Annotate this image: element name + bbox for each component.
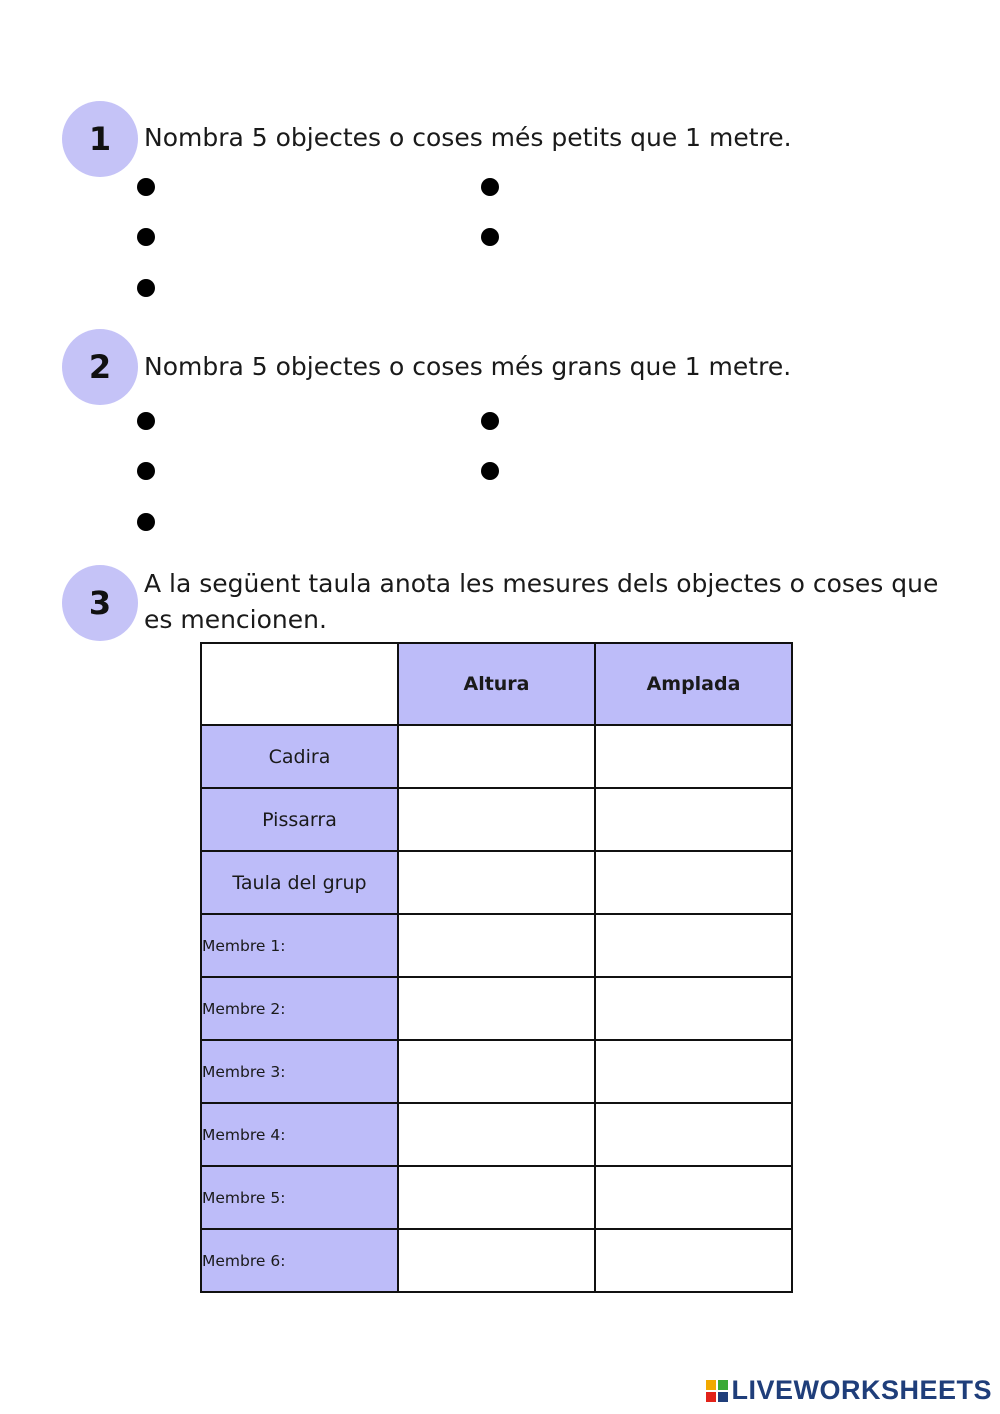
liveworksheets-logo-icon <box>706 1380 728 1402</box>
logo-square <box>718 1380 728 1390</box>
row-label: Membre 1: <box>201 914 398 977</box>
altura-input-cell[interactable] <box>398 725 595 788</box>
answer-bullet <box>137 513 155 531</box>
row-label: Membre 6: <box>201 1229 398 1292</box>
answer-bullet <box>481 228 499 246</box>
answer-bullet <box>137 178 155 196</box>
altura-input-cell[interactable] <box>398 1166 595 1229</box>
table-corner-cell <box>201 643 398 725</box>
altura-input-cell[interactable] <box>398 1040 595 1103</box>
column-header-amplada: Amplada <box>595 643 792 725</box>
amplada-input-cell[interactable] <box>595 914 792 977</box>
answer-bullet <box>481 412 499 430</box>
question-1-text: Nombra 5 objectes o coses més petits que 1 metre. <box>144 123 792 152</box>
amplada-input-cell[interactable] <box>595 851 792 914</box>
amplada-input-cell[interactable] <box>595 977 792 1040</box>
table-row <box>201 1166 792 1229</box>
logo-square <box>706 1380 716 1390</box>
row-label: Pissarra <box>201 788 398 851</box>
answer-bullet <box>137 462 155 480</box>
answer-bullet <box>137 228 155 246</box>
row-label: Taula del grup <box>201 851 398 914</box>
table-row <box>201 851 792 914</box>
table-row <box>201 977 792 1040</box>
row-label: Membre 4: <box>201 1103 398 1166</box>
altura-input-cell[interactable] <box>398 977 595 1040</box>
amplada-input-cell[interactable] <box>595 1103 792 1166</box>
amplada-input-cell[interactable] <box>595 788 792 851</box>
row-label: Membre 2: <box>201 977 398 1040</box>
question-number-badge-2: 2 <box>62 329 138 405</box>
row-label: Membre 5: <box>201 1166 398 1229</box>
table-header-row <box>201 643 792 725</box>
answer-bullet <box>481 178 499 196</box>
amplada-input-cell[interactable] <box>595 1166 792 1229</box>
logo-square <box>706 1392 716 1402</box>
table-row <box>201 1040 792 1103</box>
liveworksheets-logo <box>706 1375 992 1406</box>
table-row <box>201 788 792 851</box>
answer-bullet <box>481 462 499 480</box>
question-number-badge-1: 1 <box>62 101 138 177</box>
logo-square <box>718 1392 728 1402</box>
table-row <box>201 914 792 977</box>
table-row <box>201 1229 792 1292</box>
row-label: Membre 3: <box>201 1040 398 1103</box>
amplada-input-cell[interactable] <box>595 1229 792 1292</box>
altura-input-cell[interactable] <box>398 1103 595 1166</box>
question-3-text <box>144 566 938 638</box>
logo-text: LIVEWORKSHEETS <box>731 1375 992 1405</box>
table-row <box>201 1103 792 1166</box>
row-label: Cadira <box>201 725 398 788</box>
question-3-text-line-2: es mencionen. <box>144 605 327 634</box>
amplada-input-cell[interactable] <box>595 725 792 788</box>
altura-input-cell[interactable] <box>398 1229 595 1292</box>
altura-input-cell[interactable] <box>398 914 595 977</box>
answer-bullet <box>137 279 155 297</box>
question-3-text-line-1: A la següent taula anota les mesures dels objectes o coses que <box>144 569 939 598</box>
column-header-altura: Altura <box>398 643 595 725</box>
amplada-input-cell[interactable] <box>595 1040 792 1103</box>
altura-input-cell[interactable] <box>398 851 595 914</box>
altura-input-cell[interactable] <box>398 788 595 851</box>
table-row <box>201 725 792 788</box>
question-2-text: Nombra 5 objectes o coses més grans que 1 metre. <box>144 352 792 381</box>
measurements-table <box>200 642 793 1293</box>
answer-bullet <box>137 412 155 430</box>
question-number-badge-3: 3 <box>62 565 138 641</box>
